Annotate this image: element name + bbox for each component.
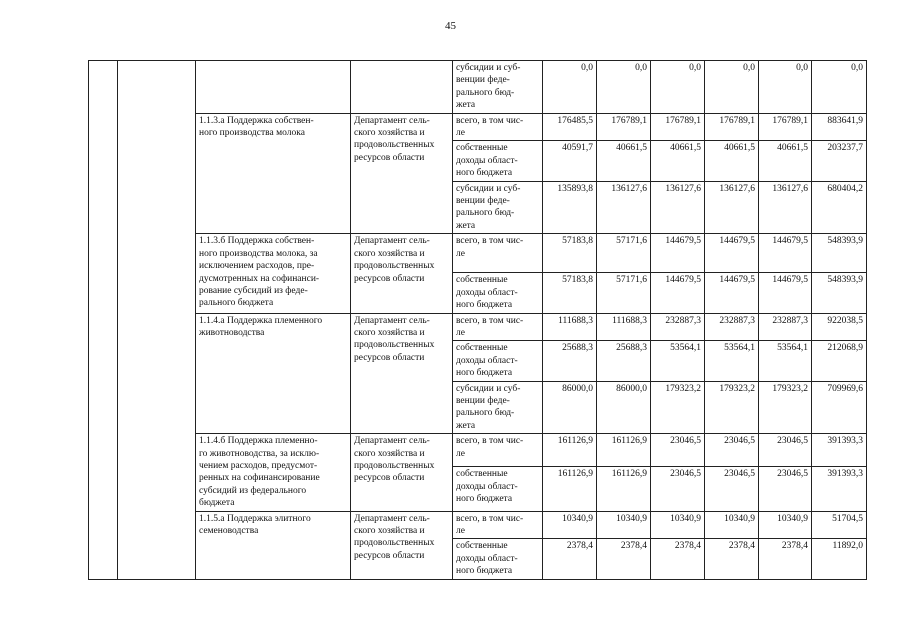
value-cell: 23046,5	[705, 467, 759, 511]
funding-source-cell: субсидии и суб- венции феде- рального бюд- жета	[453, 381, 543, 434]
table-row	[89, 511, 867, 539]
value-cell: 136127,6	[705, 181, 759, 234]
funding-source-cell: собственные доходы област- ного бюджета	[453, 467, 543, 511]
total-value-cell: 203237,7	[812, 141, 867, 181]
value-cell: 40661,5	[705, 141, 759, 181]
value-cell: 40591,7	[543, 141, 597, 181]
executor-cell	[351, 61, 453, 114]
funding-source-cell: всего, в том чис- ле	[453, 511, 543, 539]
table-row	[89, 313, 867, 341]
value-cell: 0,0	[543, 61, 597, 114]
value-cell: 53564,1	[705, 341, 759, 381]
value-cell: 53564,1	[651, 341, 705, 381]
item-name-cell: 1.1.4.б Поддержка племенно- го животноводства, за исклю- чением расходов, предусмот- ренных на софинансирование субсидий из федерального бюджета	[196, 434, 351, 511]
total-value-cell: 709969,6	[812, 381, 867, 434]
value-cell: 144679,5	[651, 273, 705, 313]
value-cell: 232887,3	[705, 313, 759, 341]
value-cell: 2378,4	[597, 539, 651, 579]
value-cell: 179323,2	[651, 381, 705, 434]
value-cell: 135893,8	[543, 181, 597, 234]
total-value-cell: 51704,5	[812, 511, 867, 539]
value-cell: 136127,6	[651, 181, 705, 234]
item-name-cell: 1.1.4.а Поддержка племенного животноводства	[196, 313, 351, 434]
value-cell: 2378,4	[705, 539, 759, 579]
value-cell: 161126,9	[543, 467, 597, 511]
value-cell: 2378,4	[759, 539, 812, 579]
funding-source-cell: собственные доходы област- ного бюджета	[453, 539, 543, 579]
funding-source-cell: субсидии и суб- венции феде- рального бюд- жета	[453, 181, 543, 234]
value-cell: 86000,0	[543, 381, 597, 434]
value-cell: 232887,3	[759, 313, 812, 341]
funding-source-cell: собственные доходы област- ного бюджета	[453, 341, 543, 381]
value-cell: 10340,9	[597, 511, 651, 539]
table-row	[89, 61, 867, 114]
funding-source-cell: всего, в том чис- ле	[453, 434, 543, 467]
value-cell: 136127,6	[597, 181, 651, 234]
value-cell: 10340,9	[705, 511, 759, 539]
total-value-cell: 883641,9	[812, 113, 867, 141]
value-cell: 176789,1	[597, 113, 651, 141]
value-cell: 40661,5	[651, 141, 705, 181]
value-cell: 2378,4	[651, 539, 705, 579]
value-cell: 176485,5	[543, 113, 597, 141]
table-row	[89, 234, 867, 273]
value-cell: 0,0	[651, 61, 705, 114]
value-cell: 10340,9	[759, 511, 812, 539]
funding-source-cell: собственные доходы област- ного бюджета	[453, 141, 543, 181]
value-cell: 144679,5	[759, 234, 812, 273]
value-cell: 2378,4	[543, 539, 597, 579]
value-cell: 176789,1	[705, 113, 759, 141]
value-cell: 144679,5	[759, 273, 812, 313]
value-cell: 23046,5	[651, 467, 705, 511]
total-value-cell: 11892,0	[812, 539, 867, 579]
value-cell: 86000,0	[597, 381, 651, 434]
funding-source-cell: собственные доходы област- ного бюджета	[453, 273, 543, 313]
executor-cell: Департамент сель- ского хозяйства и продовольственных ресурсов области	[351, 113, 453, 234]
value-cell: 57183,8	[543, 234, 597, 273]
value-cell: 179323,2	[705, 381, 759, 434]
value-cell: 161126,9	[543, 434, 597, 467]
funding-source-cell: всего, в том чис- ле	[453, 313, 543, 341]
value-cell: 0,0	[759, 61, 812, 114]
goal-column-cell	[118, 61, 196, 580]
total-value-cell: 391393,3	[812, 434, 867, 467]
value-cell: 25688,3	[597, 341, 651, 381]
value-cell: 25688,3	[543, 341, 597, 381]
total-value-cell: 922038,5	[812, 313, 867, 341]
funding-source-cell: субсидии и суб- венции феде- рального бюд- жета	[453, 61, 543, 114]
executor-cell: Департамент сель- ского хозяйства и продовольственных ресурсов области	[351, 313, 453, 434]
total-value-cell: 0,0	[812, 61, 867, 114]
value-cell: 40661,5	[597, 141, 651, 181]
total-value-cell: 391393,3	[812, 467, 867, 511]
value-cell: 23046,5	[759, 467, 812, 511]
budget-table	[88, 60, 867, 580]
total-value-cell: 548393,9	[812, 273, 867, 313]
value-cell: 136127,6	[759, 181, 812, 234]
value-cell: 57171,6	[597, 273, 651, 313]
value-cell: 40661,5	[759, 141, 812, 181]
value-cell: 161126,9	[597, 467, 651, 511]
value-cell: 57183,8	[543, 273, 597, 313]
value-cell: 57171,6	[597, 234, 651, 273]
executor-cell: Департамент сель- ского хозяйства и продовольственных ресурсов области	[351, 234, 453, 313]
value-cell: 23046,5	[651, 434, 705, 467]
value-cell: 144679,5	[705, 273, 759, 313]
value-cell: 161126,9	[597, 434, 651, 467]
value-cell: 23046,5	[705, 434, 759, 467]
value-cell: 0,0	[597, 61, 651, 114]
number-column-cell	[89, 61, 118, 580]
value-cell: 144679,5	[705, 234, 759, 273]
value-cell: 179323,2	[759, 381, 812, 434]
value-cell: 10340,9	[651, 511, 705, 539]
item-name-cell: 1.1.3.б Поддержка собствен- ного производства молока, за исключением расходов, пре- дусмотренных на софинанси- рование субсидий из феде- рального бюджета	[196, 234, 351, 313]
total-value-cell: 680404,2	[812, 181, 867, 234]
executor-cell: Департамент сель- ского хозяйства и продовольственных ресурсов области	[351, 511, 453, 579]
item-name-cell: 1.1.3.а Поддержка собствен- ного производства молока	[196, 113, 351, 234]
value-cell: 10340,9	[543, 511, 597, 539]
total-value-cell: 212068,9	[812, 341, 867, 381]
value-cell: 0,0	[705, 61, 759, 114]
funding-source-cell: всего, в том чис- ле	[453, 113, 543, 141]
funding-source-cell: всего, в том чис- ле	[453, 234, 543, 273]
item-name-cell: 1.1.5.а Поддержка элитного семеноводства	[196, 511, 351, 579]
executor-cell: Департамент сель- ского хозяйства и продовольственных ресурсов области	[351, 434, 453, 511]
value-cell: 176789,1	[651, 113, 705, 141]
table-row	[89, 113, 867, 141]
value-cell: 53564,1	[759, 341, 812, 381]
value-cell: 144679,5	[651, 234, 705, 273]
item-name-cell	[196, 61, 351, 114]
page-number: 45	[445, 20, 456, 32]
value-cell: 23046,5	[759, 434, 812, 467]
value-cell: 232887,3	[651, 313, 705, 341]
table-row	[89, 434, 867, 467]
value-cell: 111688,3	[597, 313, 651, 341]
total-value-cell: 548393,9	[812, 234, 867, 273]
value-cell: 176789,1	[759, 113, 812, 141]
value-cell: 111688,3	[543, 313, 597, 341]
